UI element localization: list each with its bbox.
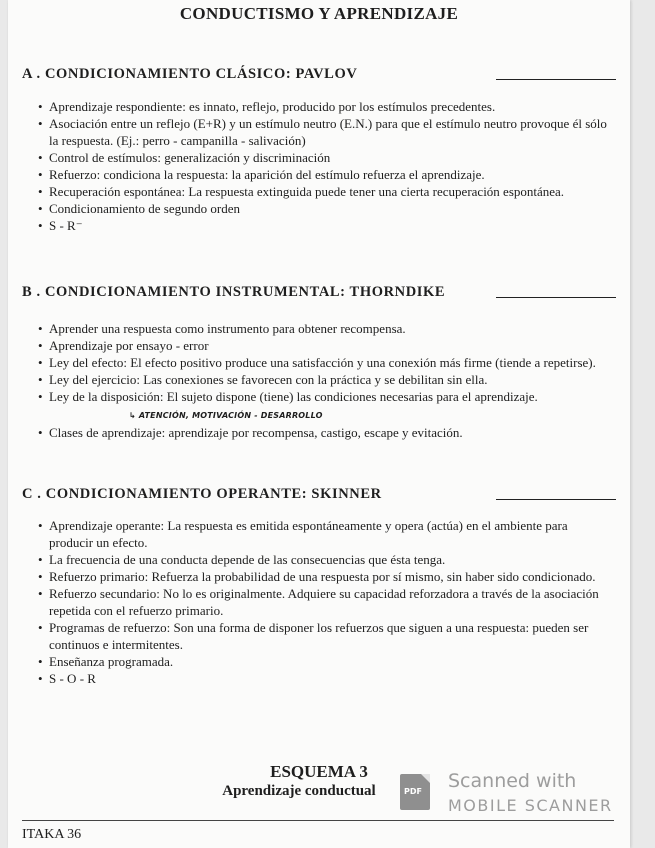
list-item: • La frecuencia de una conducta depende de las consecuencias que ésta tenga. [38, 551, 614, 568]
page-label: ITAKA 36 [22, 827, 82, 842]
section-a-list [38, 98, 614, 234]
section-c-list [38, 517, 614, 687]
list-item: • Recuperación espontánea: La respuesta extinguida puede tener una cierta recuperación espontánea. [38, 183, 614, 200]
list-item: • Programas de refuerzo: Son una forma de disponer los refuerzos que siguen a una respuesta: pueden ser continuos e intermitentes. [38, 619, 614, 653]
document-title: CONDUCTISMO Y APRENDIZAJE [179, 4, 459, 23]
list-item: • Ley del ejercicio: Las conexiones se favorecen con la práctica y se debilitan sin ella. [38, 371, 614, 388]
list-item: • Clases de aprendizaje: aprendizaje por recompensa, castigo, escape y evitación. [38, 424, 614, 441]
list-item: • Aprendizaje respondiente: es innato, reflejo, producido por los estímulos precedentes. [38, 98, 614, 115]
section-b-list [38, 320, 614, 441]
list-item: • Aprender una respuesta como instrumento para obtener recompensa. [38, 320, 614, 337]
schema-subtitle: Aprendizaje conductual [222, 783, 376, 799]
list-item: • Asociación entre un reflejo (E+R) y un estímulo neutro (E.N.) para que el estímulo neutro provoque él sólo la respuesta. (Ej.: perro - campanilla - salivación) [38, 115, 614, 149]
list-item: • Refuerzo primario: Refuerza la probabilidad de una respuesta por sí mismo, sin haber sido condicionado. [38, 568, 614, 585]
scanned-page [8, 0, 630, 848]
section-c-heading-text: C . CONDICIONAMIENTO OPERANTE: SKINNER [22, 486, 382, 502]
section-c-heading [22, 486, 616, 503]
list-item: • Refuerzo secundario: No lo es originalmente. Adquiere su capacidad reforzadora a través de la asociación repetida con el refuerzo primario. [38, 585, 614, 619]
list-item: • S - O - R [38, 670, 614, 687]
list-item: • Refuerzo: condiciona la respuesta: la aparición del estímulo refuerza el aprendizaje. [38, 166, 614, 183]
list-item: • S - R⁻ [38, 217, 614, 234]
list-item: • Aprendizaje operante: La respuesta es emitida espontáneamente y opera (actúa) en el ambiente para producir un efecto. [38, 517, 614, 551]
list-item-text: Ley de la disposición: El sujeto dispone (tiene) las condiciones necesarias para el aprendizaje. [49, 389, 538, 404]
section-b-heading-text: B . CONDICIONAMIENTO INSTRUMENTAL: THORNDIKE [22, 284, 446, 300]
section-a-heading-text: A . CONDICIONAMIENTO CLÁSICO: PAVLOV [22, 66, 358, 82]
list-item: • Ley del efecto: El efecto positivo produce una satisfacción y una conexión más firme (tiende a repetirse). [38, 354, 614, 371]
list-item: • Aprendizaje por ensayo - error [38, 337, 614, 354]
pdf-document-icon [400, 774, 430, 810]
list-item: • Control de estímulos: generalización y discriminación [38, 149, 614, 166]
pdf-icon-label: PDF [404, 787, 422, 796]
schema-title: ESQUEMA 3 [270, 762, 368, 781]
scanner-watermark [400, 768, 620, 820]
section-a-rule [496, 79, 616, 81]
footer-divider [22, 820, 614, 821]
section-c-rule [496, 499, 616, 501]
list-item [38, 388, 614, 424]
list-item: • Condicionamiento de segundo orden [38, 200, 614, 217]
watermark-line-1: Scanned with [448, 770, 577, 792]
section-a-heading [22, 66, 616, 83]
section-b-rule [496, 297, 616, 299]
section-b-heading [22, 284, 616, 301]
watermark-line-2: MOBILE SCANNER [448, 796, 613, 815]
list-item: • Enseñanza programada. [38, 653, 614, 670]
handwritten-note: ↳ ATENCIÓN, MOTIVACIÓN - DESARROLLO [129, 411, 323, 420]
